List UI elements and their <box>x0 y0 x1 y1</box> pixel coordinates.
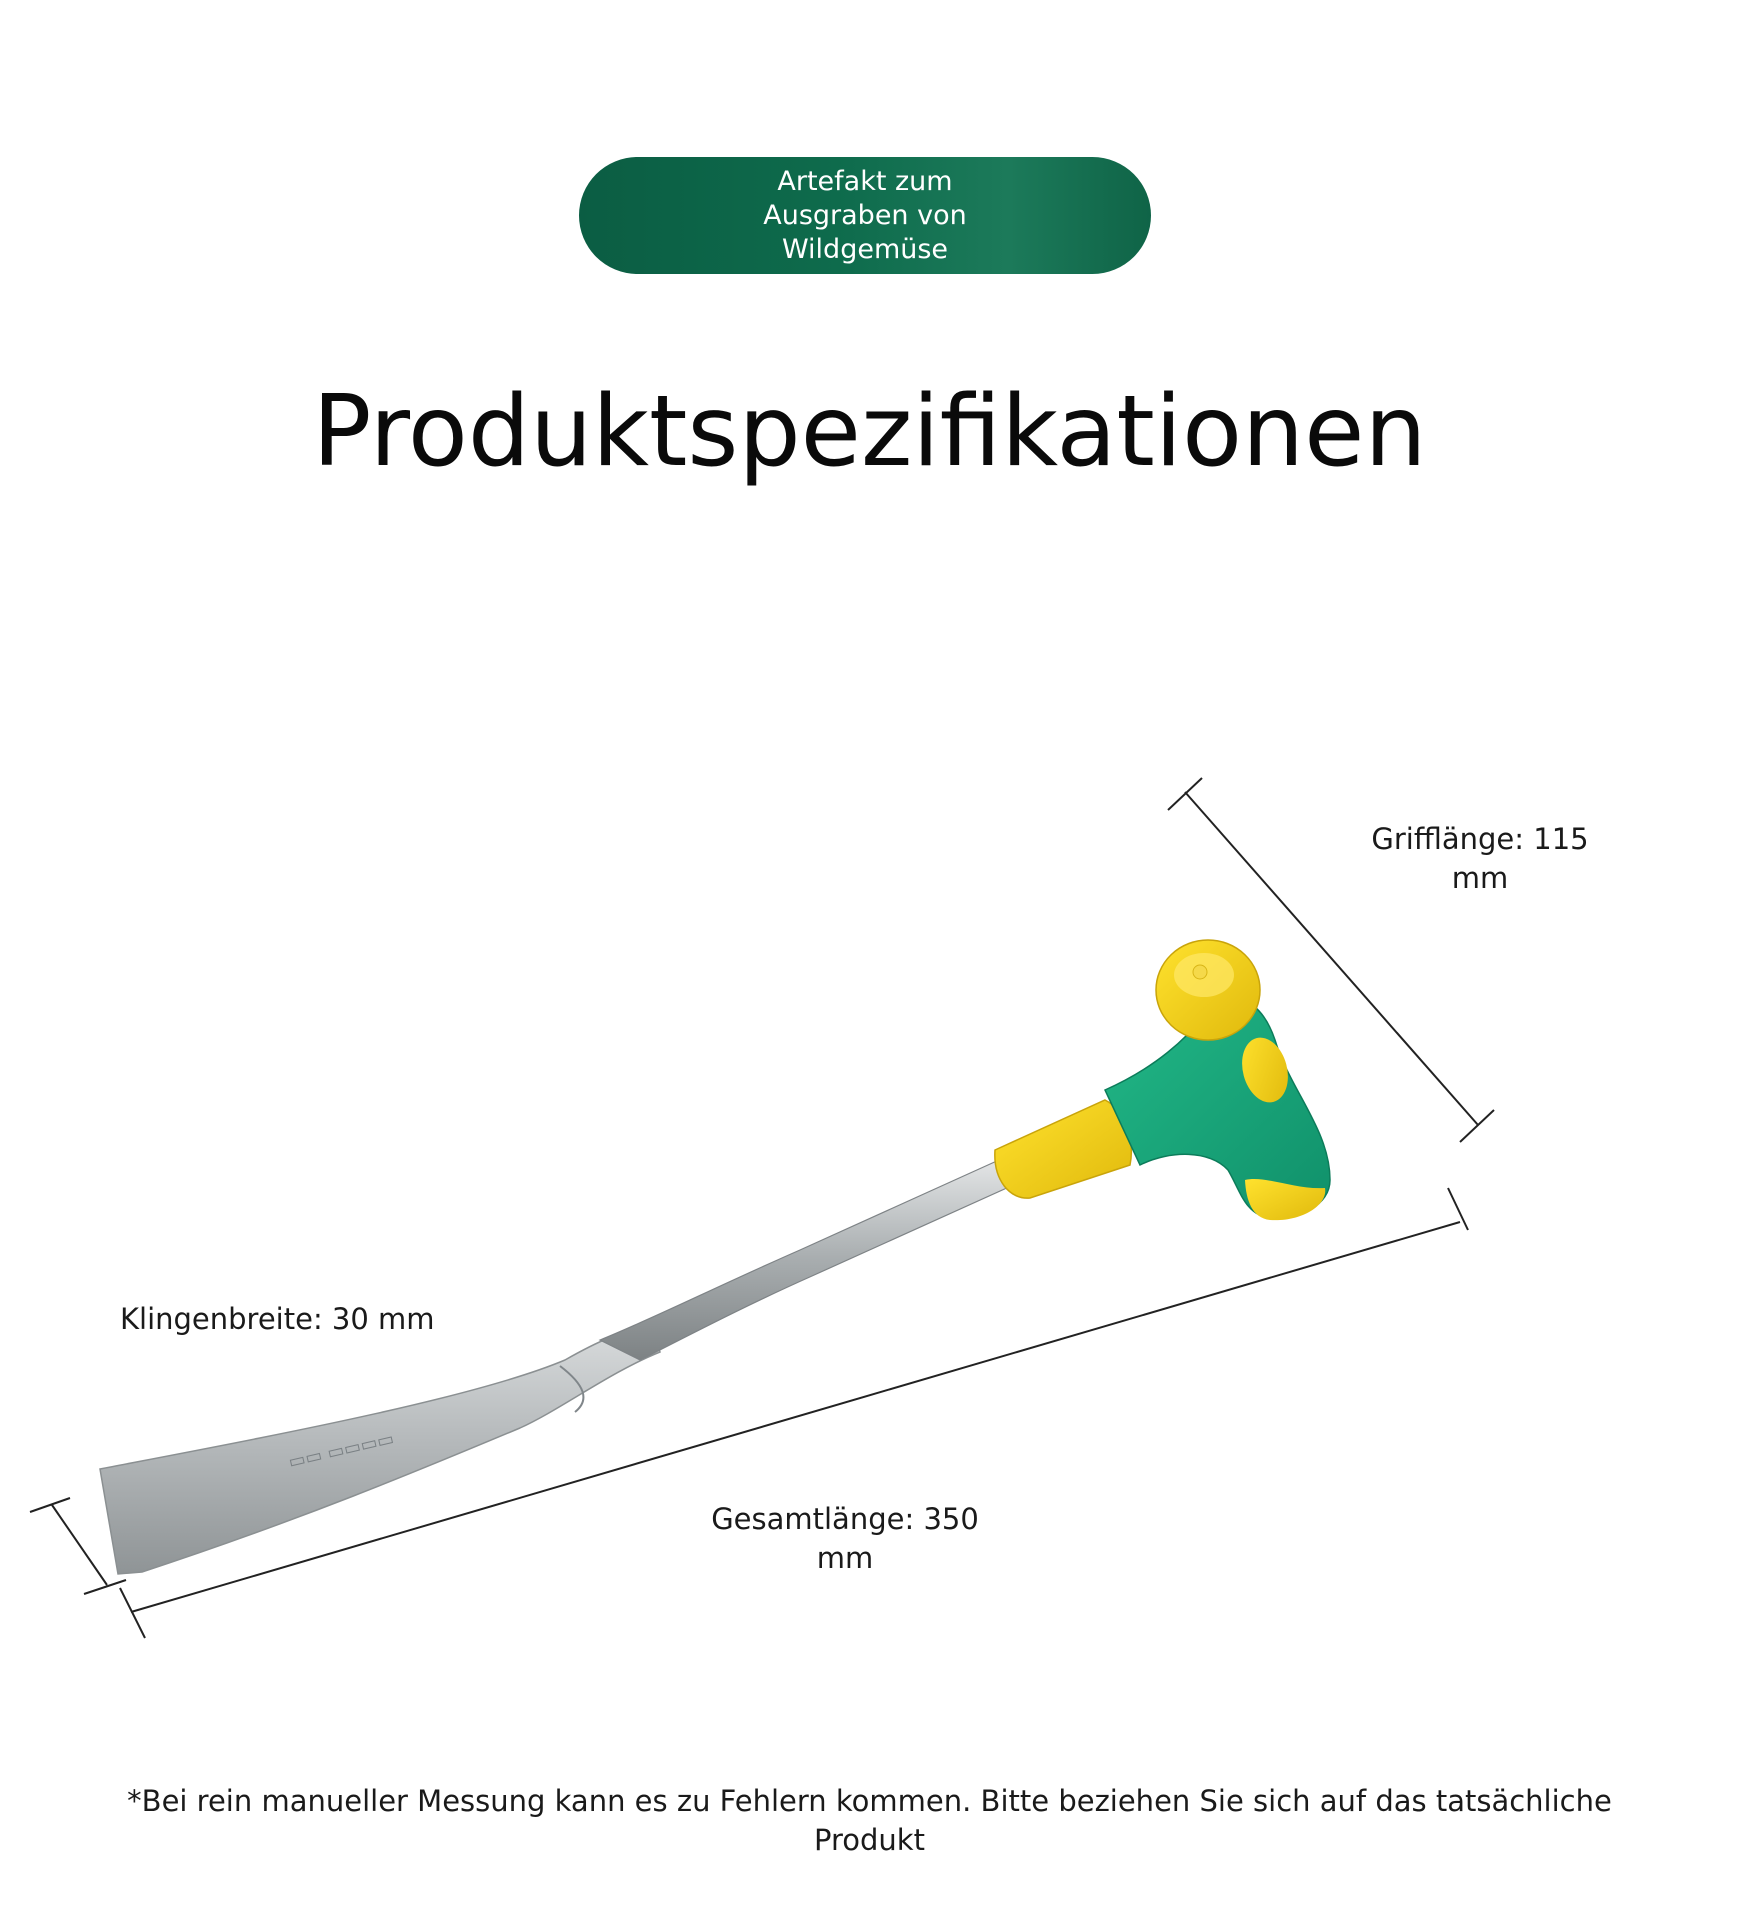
page-title: Produktspezifikationen <box>312 375 1427 489</box>
category-badge-text: Artefakt zum Ausgraben von Wildgemüse <box>763 165 967 265</box>
blade-engraving: ▭▭ ▭▭▭▭ <box>286 1428 397 1473</box>
measurement-disclaimer: *Bei rein manueller Messung kann es zu Fehlern kommen. Bitte beziehen Sie sich auf das tatsächliche Produkt <box>127 1784 1612 1857</box>
handle-collar <box>995 1100 1131 1198</box>
grip-length-label: Grifflänge: 115 mm <box>1371 822 1589 895</box>
shaft <box>600 1155 1020 1360</box>
blade-width-label: Klingenbreite: 30 mm <box>120 1302 435 1336</box>
total-length-label: Gesamtlänge: 350 mm <box>711 1502 979 1575</box>
